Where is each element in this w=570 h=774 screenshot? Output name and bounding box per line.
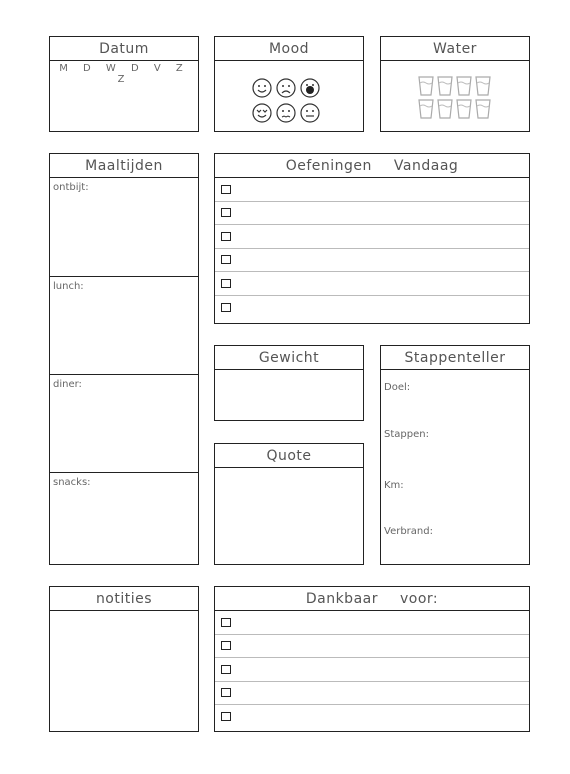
checkbox[interactable]: [221, 303, 231, 312]
quote-box: [214, 443, 364, 565]
water-glass-icon[interactable]: [457, 100, 471, 118]
weekday-row: M D W D V Z Z: [59, 63, 189, 85]
maaltijden-title: Maaltijden: [50, 154, 198, 178]
water-glass-icon[interactable]: [476, 100, 490, 118]
meal-label-lunch: lunch:: [53, 281, 84, 292]
burned-label: Verbrand:: [384, 526, 433, 537]
km-label: Km:: [384, 480, 404, 491]
exercise-row[interactable]: [215, 296, 529, 320]
water-box: [380, 36, 530, 132]
water-glass-icon[interactable]: [438, 77, 452, 95]
gratitude-row[interactable]: [215, 611, 529, 635]
steps-label: Stappen:: [384, 429, 429, 440]
checkbox[interactable]: [221, 279, 231, 288]
datum-box: [49, 36, 199, 132]
neutral-face-icon: [301, 104, 319, 122]
oefeningen-title-word2: Vandaag: [393, 158, 459, 174]
meal-section-dinner: [50, 374, 198, 472]
water-glass-icon[interactable]: [419, 100, 433, 118]
checkbox[interactable]: [221, 618, 231, 627]
stappenteller-box: [380, 345, 530, 565]
oefeningen-title: [215, 154, 529, 178]
meal-label-dinner: diner:: [53, 379, 82, 390]
checkbox[interactable]: [221, 185, 231, 194]
checkbox[interactable]: [221, 208, 231, 217]
mood-box: [214, 36, 364, 132]
meal-section-snacks: [50, 472, 198, 564]
gratitude-row[interactable]: [215, 635, 529, 659]
maaltijden-box: [49, 153, 199, 565]
mood-faces: [249, 77, 329, 127]
happy-face-icon: [253, 79, 271, 97]
oefeningen-box: [214, 153, 530, 324]
oefeningen-title-word1: Oefeningen: [285, 158, 372, 174]
exercise-row[interactable]: [215, 249, 529, 273]
checkbox[interactable]: [221, 255, 231, 264]
water-glasses: [417, 75, 497, 125]
meal-section-breakfast: [50, 178, 198, 276]
checkbox[interactable]: [221, 665, 231, 674]
checkbox[interactable]: [221, 712, 231, 721]
datum-title: Datum: [50, 37, 198, 61]
checkbox[interactable]: [221, 641, 231, 650]
exercise-row[interactable]: [215, 225, 529, 249]
gewicht-box: [214, 345, 364, 421]
gratitude-row[interactable]: [215, 658, 529, 682]
surprised-face-icon: [301, 79, 319, 97]
gratitude-row[interactable]: [215, 682, 529, 706]
sad-face-icon: [277, 79, 295, 97]
stappenteller-title: Stappenteller: [381, 346, 529, 370]
dankbaar-title: [215, 587, 529, 611]
water-glass-icon[interactable]: [438, 100, 452, 118]
water-glass-icon[interactable]: [476, 77, 490, 95]
water-glass-icon[interactable]: [457, 77, 471, 95]
meal-label-breakfast: ontbijt:: [53, 182, 89, 193]
gratitude-row[interactable]: [215, 705, 529, 729]
gratitude-list: [215, 611, 529, 729]
quote-title: Quote: [215, 444, 363, 468]
goal-label: Doel:: [384, 382, 411, 393]
meal-label-snacks: snacks:: [53, 477, 91, 488]
exercise-list: [215, 178, 529, 319]
water-glass-icon[interactable]: [419, 77, 433, 95]
dankbaar-box: [214, 586, 530, 732]
notities-title: notities: [50, 587, 198, 611]
dankbaar-title-word2: voor:: [399, 591, 439, 607]
dankbaar-title-word1: Dankbaar: [305, 591, 378, 607]
exercise-row[interactable]: [215, 272, 529, 296]
love-face-icon: [253, 104, 271, 122]
worried-face-icon: [277, 104, 295, 122]
checkbox[interactable]: [221, 232, 231, 241]
water-title: Water: [381, 37, 529, 61]
notities-box: [49, 586, 199, 732]
mood-title: Mood: [215, 37, 363, 61]
exercise-row[interactable]: [215, 178, 529, 202]
gewicht-title: Gewicht: [215, 346, 363, 370]
meal-section-lunch: [50, 276, 198, 374]
checkbox[interactable]: [221, 688, 231, 697]
exercise-row[interactable]: [215, 202, 529, 226]
